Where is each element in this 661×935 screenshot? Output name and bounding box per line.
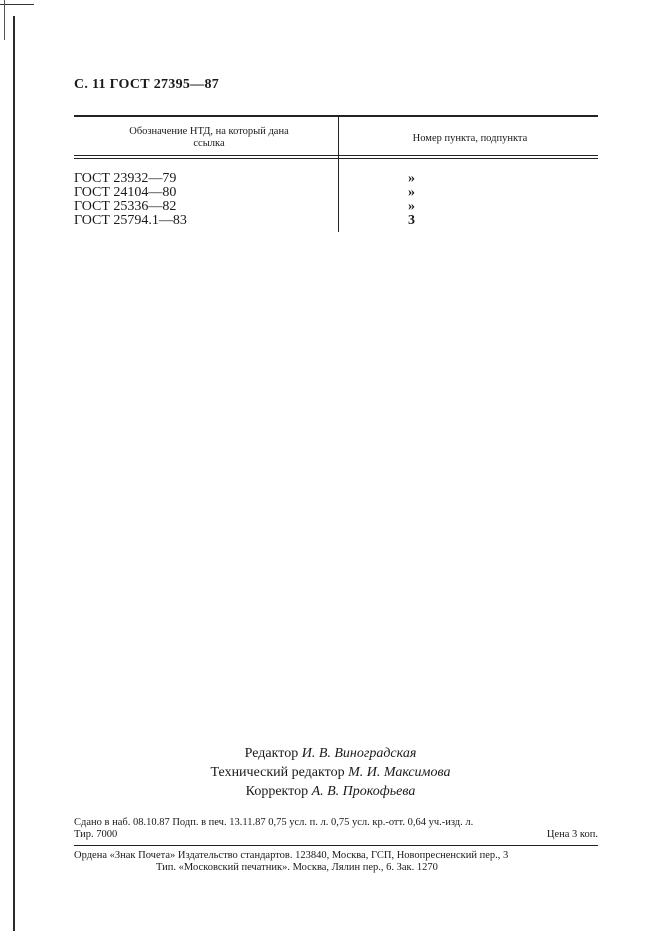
footer-rule (74, 845, 598, 846)
table-row-doc: ГОСТ 24104—80 (74, 185, 177, 200)
table-row-item: 3 (408, 213, 415, 228)
header-rule (74, 155, 598, 156)
imprint-line (74, 829, 598, 841)
column-header-document: Обозначение НТД, на который дана ссылка (129, 126, 289, 149)
credit-role: Технический редактор (210, 765, 345, 780)
scan-artifact-tick (4, 0, 5, 40)
credit-corrector (0, 782, 661, 801)
item-column (408, 172, 415, 228)
imprint-block (74, 817, 598, 841)
page-header: С. 11 ГОСТ 27395—87 (74, 77, 220, 92)
imprint-tirazh: Тир. 7000 (74, 829, 118, 840)
credit-name: А. В. Прокофьева (311, 784, 416, 799)
table-row-item: » (408, 171, 415, 186)
table-row-item: » (408, 199, 415, 214)
table-row-doc: ГОСТ 23932—79 (74, 171, 177, 186)
table-row-item: » (408, 185, 415, 200)
publisher-footer (74, 850, 604, 874)
imprint-line (74, 817, 598, 829)
credit-role: Редактор (244, 746, 299, 761)
printer-line: Тип. «Московский печатник». Москва, Лялин пер., 6. Зак. 1270 (156, 862, 438, 873)
imprint-details: Сдано в наб. 08.10.87 Подп. в печ. 13.11.87 0,75 усл. п. л. 0,75 усл. кр.-отт. 0,64 уч.-изд. л. (74, 817, 474, 828)
credit-tech-editor (0, 763, 661, 782)
column-divider (338, 117, 339, 232)
table-row-doc: ГОСТ 25794.1—83 (74, 213, 187, 228)
credit-name: И. В. Виноградская (301, 746, 417, 761)
credit-name: М. И. Максимова (348, 765, 451, 780)
credit-role: Корректор (245, 784, 309, 799)
column-header-item: Номер пункта, подпункта (412, 133, 528, 144)
scan-artifact-line (0, 4, 34, 5)
imprint-price: Цена 3 коп. (546, 829, 598, 840)
credits-block (0, 744, 661, 801)
document-column (74, 172, 187, 228)
publisher-line: Ордена «Знак Почета» Издательство стандартов. 123840, Москва, ГСП, Новопресненский пер., 3 (74, 850, 509, 861)
credit-editor (0, 744, 661, 763)
table-top-rule (74, 115, 598, 117)
table-row-doc: ГОСТ 25336—82 (74, 199, 177, 214)
header-rule-double (74, 158, 598, 159)
